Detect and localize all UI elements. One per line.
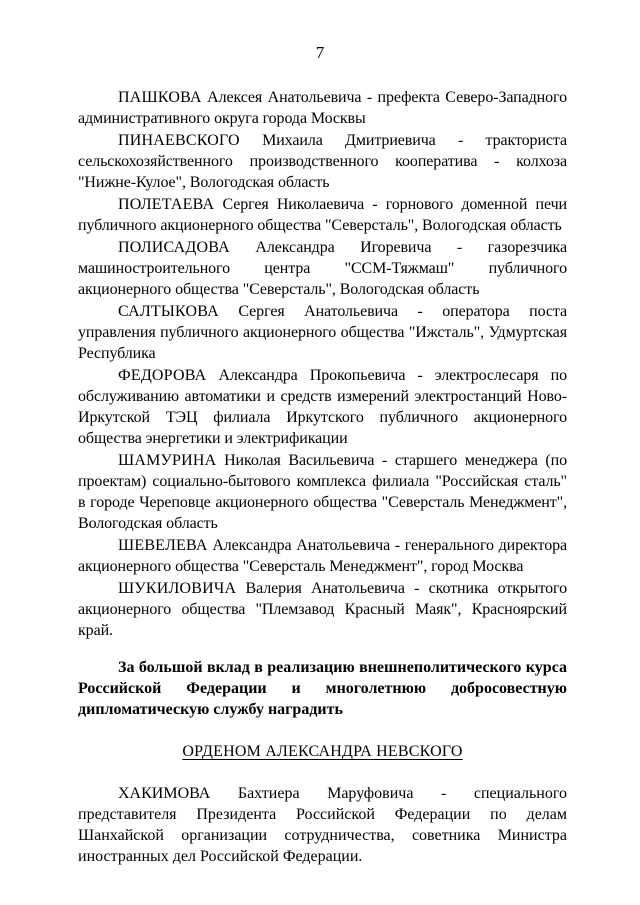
entry-text: Алексея Анатольевича - префекта Северо-Западного административного округа города Москвы: [78, 89, 567, 127]
entry-text: Александра Игоревича - газорезчика машиностроительного центра "ССМ-Тяжмаш" публичного акционерного общества "Северсталь", Вологодская область: [78, 239, 567, 298]
order-title: ОРДЕНОМ АЛЕКСАНДРА НЕВСКОГО: [182, 743, 463, 760]
entry-text: Сергея Анатольевича - оператора поста управления публичного акционерного общества "Ижсталь", Удмуртская Республика: [78, 303, 567, 362]
entry-surname: ПАШКОВА: [118, 89, 202, 106]
entry-surname: ПОЛЕТАЕВА: [118, 196, 215, 213]
award-entry: [78, 194, 567, 236]
award-entry: [78, 301, 567, 364]
entry-text: Михаила Дмитриевича - тракториста сельскохозяйственного производственного кооператива - колхоза "Нижне-Кулое", Вологодская область: [78, 132, 567, 191]
decree-heading: За большой вклад в реализацию внешнеполитического курса Российской Федерации и многолетнюю добросовестную дипломатическую службу наградить: [78, 659, 567, 718]
entry-text: Николая Васильевича - старшего менеджера (по проектам) социально-бытового комплекса филиала "Российская сталь" в городе Череповце акционерного общества "Северсталь Менеджмент", Вологодская область: [78, 452, 567, 532]
award-entry: [78, 237, 567, 300]
award-entry: [78, 450, 567, 534]
award-entry: [78, 87, 567, 129]
entry-text: Валерия Анатольевича - скотника открытого акционерного общества "Племзавод Красный Маяк", Красноярский край.: [78, 580, 567, 639]
entry-surname: ШЕВЕЛЕВА: [118, 537, 208, 554]
entry-surname: ФЕДОРОВА: [118, 367, 207, 384]
entry-surname: САЛТЫКОВА: [118, 303, 219, 320]
entry-text: Бахтиера Маруфовича - специального представителя Президента Российской Федерации по делам Шанхайской организации сотрудничества, советника Министра иностранных дел Российской Федерации.: [78, 785, 567, 865]
award-entry: [78, 130, 567, 193]
entry-text: Александра Анатольевича - генерального директора акционерного общества "Северсталь Менеджмент", город Москва: [78, 537, 567, 575]
entry-surname: ПОЛИСАДОВА: [118, 239, 230, 256]
entry-surname: ШУКИЛОВИЧА: [118, 580, 237, 597]
document-body: [78, 87, 567, 867]
award-entry: [78, 365, 567, 449]
entry-surname: ПИНАЕВСКОГО: [118, 132, 240, 149]
award-entry: [78, 535, 567, 577]
award-entry: [78, 578, 567, 641]
entry-text: Александра Прокопьевича - электрослесаря по обслуживанию автоматики и средств измерений электростанций Ново-Иркутской ТЭЦ филиала Иркутского публичного акционерного общества энергетики и электрификации: [78, 367, 567, 447]
page-number: 7: [315, 43, 325, 62]
entry-surname: ХАКИМОВА: [118, 785, 211, 802]
entry-text: Сергея Николаевича - горнового доменной печи публичного акционерного общества "Северсталь", Вологодская область: [78, 196, 567, 234]
award-entry: [78, 783, 567, 867]
entry-surname: ШАМУРИНА: [118, 452, 217, 469]
